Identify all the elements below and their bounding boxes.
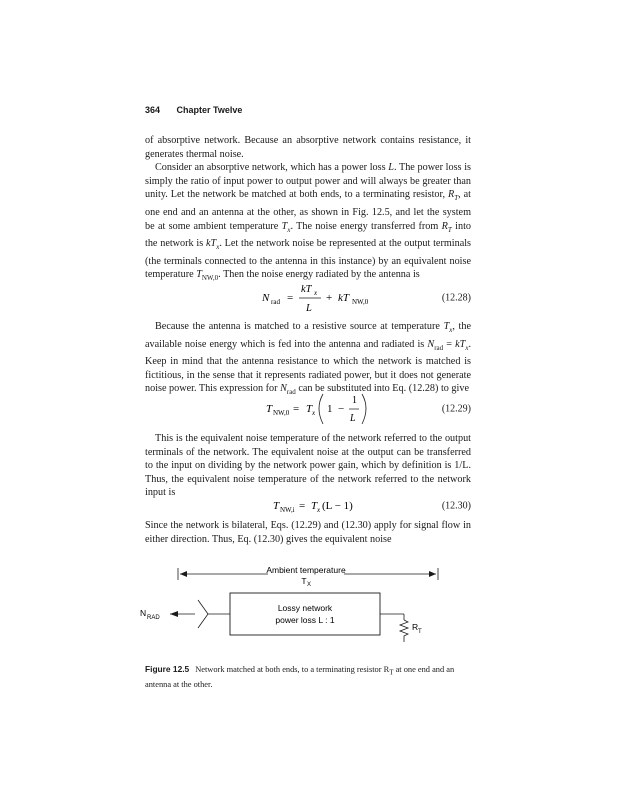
equation-12-29 bbox=[145, 388, 471, 430]
svg-text:T: T bbox=[266, 403, 273, 415]
box-line-2: power loss L : 1 bbox=[275, 615, 335, 625]
svg-text:NW,i: NW,i bbox=[280, 506, 295, 514]
svg-text:x: x bbox=[317, 506, 321, 514]
tx-label: T bbox=[301, 576, 307, 586]
page-number: 364 bbox=[145, 105, 161, 115]
equation-number: (12.28) bbox=[441, 292, 471, 304]
figure-caption: Figure 12.5 Network matched at both ends, to a terminating resistor $R_T$ at one end and an antenna at the other. bbox=[145, 664, 455, 689]
svg-text:1: 1 bbox=[352, 395, 357, 406]
paragraph-3: Because the antenna is matched to a resistive source at temperature $T_x$, the available noise energy which is fed into the antenna and radiated is $N_{rad} = kT_x$. Keep in mind that the antenna resistance to which the network is matched is fictitious, in the sense that it represents radiated power, but it does not generate noise power. This expression for $N_{rad}$ can be substituted into Eq. (12.28) to give bbox=[145, 321, 471, 397]
lossy-network-box bbox=[230, 593, 380, 635]
equation-number: (12.30) bbox=[441, 500, 471, 512]
equation-12-30 bbox=[145, 494, 471, 518]
output-arrow-icon bbox=[170, 611, 178, 617]
nrad-subscript: RAD bbox=[147, 615, 160, 621]
svg-text:=: = bbox=[293, 403, 300, 415]
running-header bbox=[145, 105, 242, 115]
rt-subscript: T bbox=[418, 629, 422, 635]
svg-text:N: N bbox=[262, 292, 270, 304]
network-diagram bbox=[140, 560, 475, 660]
box-line-1: Lossy network bbox=[277, 603, 333, 613]
svg-text:+: + bbox=[326, 292, 333, 304]
resistor-icon bbox=[400, 620, 408, 642]
tx-subscript: X bbox=[306, 582, 312, 588]
antenna-icon bbox=[198, 600, 208, 628]
equation-12-28-graphic bbox=[145, 278, 471, 318]
svg-text:NW,0: NW,0 bbox=[352, 298, 369, 306]
ambient-label: Ambient temperature bbox=[266, 565, 346, 575]
svg-text:x: x bbox=[312, 409, 316, 417]
svg-text:x: x bbox=[314, 289, 318, 297]
paragraph-4: This is the equivalent noise temperature of the network referred to the output terminals of the network. The equivalent noise at the output can be transferred to the input on dividing by the network power gain, which by definition is 1/L. Thus, the equivalent noise temperature of the network referred to the network input is bbox=[145, 433, 471, 499]
paragraph-2: Consider an absorptive network, which has a power loss L. The power loss is simply the ratio of input power to output power and will always be greater than unity. Let the network be matched at both ends, to a terminating resistor, $R_T$, at one end and an antenna at the other, as shown in Fig. 12.5, and let the system be at some ambient temperature $T_x$. The noise energy transferred from $R_T$ into the network is $kT_x$. Let the network noise be represented at the output terminals (the terminals connected to the antenna in this instance) by an equivalent noise temperature $T_{NW,0}$. Then the noise energy radiated by the antenna is bbox=[145, 162, 472, 283]
paragraph-5: Since the network is bilateral, Eqs. (12.29) and (12.30) apply for signal flow in either direction. Thus, Eq. (12.30) gives the equivalent noise bbox=[145, 520, 471, 545]
paragraph-1: of absorptive network. Because an absorptive network contains resistance, it generates thermal noise. bbox=[145, 135, 471, 160]
svg-text:(L − 1): (L − 1) bbox=[322, 500, 353, 512]
rt-label: R bbox=[412, 622, 419, 632]
equation-12-29-graphic bbox=[145, 388, 471, 430]
svg-text:kT: kT bbox=[301, 284, 312, 295]
svg-text:L: L bbox=[306, 303, 312, 314]
svg-text:=: = bbox=[287, 292, 294, 304]
svg-text:NW,0: NW,0 bbox=[273, 409, 290, 417]
figure-12-5 bbox=[140, 560, 475, 660]
svg-text:−: − bbox=[338, 403, 345, 415]
text-block-3 bbox=[145, 432, 471, 500]
svg-text:kT: kT bbox=[338, 292, 349, 304]
equation-number: (12.29) bbox=[441, 403, 471, 415]
svg-text:T: T bbox=[273, 500, 280, 512]
svg-text:T: T bbox=[306, 403, 313, 415]
equation-12-30-graphic bbox=[145, 494, 471, 518]
equation-12-28 bbox=[145, 278, 471, 318]
text-block-4 bbox=[145, 519, 471, 546]
svg-text:rad: rad bbox=[271, 298, 280, 306]
caption-label: Figure 12.5 bbox=[145, 664, 190, 674]
svg-text:=: = bbox=[299, 500, 306, 512]
svg-text:T: T bbox=[311, 500, 318, 512]
chapter-title: Chapter Twelve bbox=[176, 105, 243, 115]
nrad-label: N bbox=[140, 608, 147, 618]
svg-text:L: L bbox=[350, 413, 356, 424]
svg-text:1: 1 bbox=[327, 403, 333, 415]
text-block-1 bbox=[145, 134, 471, 286]
